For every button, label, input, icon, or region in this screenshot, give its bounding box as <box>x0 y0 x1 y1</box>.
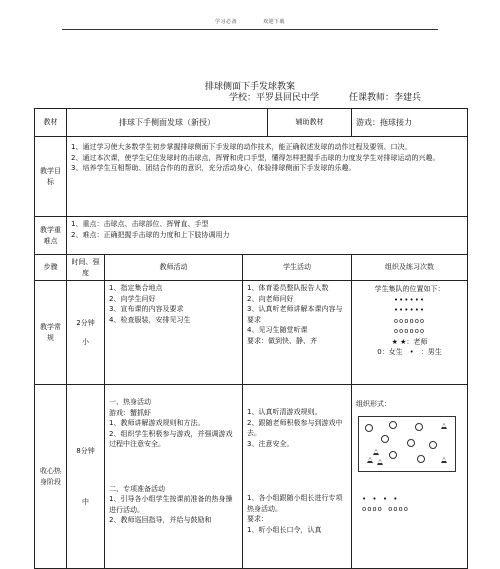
routine-intensity: 小 <box>82 338 89 346</box>
routine-time <box>67 281 105 385</box>
key-points-row <box>35 217 468 255</box>
warmup-organization <box>352 385 468 569</box>
warmup-intensity: 中 <box>82 497 89 506</box>
key-points-content <box>67 217 468 255</box>
formation-row-girls: oooo oooo <box>362 505 409 513</box>
warmup-step: 收心热身阶段 <box>35 385 67 569</box>
marker-triangle <box>373 449 379 455</box>
goal-1: 1、通过学习使大多数学生初步掌握排球侧面下手发球的动作技术，能正确叙述发球的动作过程及要领、口决。 <box>71 143 412 151</box>
routine-student-item: 4、见习生随堂听课 <box>247 326 308 334</box>
goals-label: 教学目标 <box>35 137 67 217</box>
goal-3: 3、培养学生互相帮助、团结合作的的意识，充分活动身心，体验排球侧面下手发球的乐趣。 <box>71 164 356 172</box>
key-points-label: 教学重难点 <box>35 217 67 255</box>
warmup-student-activity <box>243 385 352 569</box>
lesson-plan-table <box>34 108 468 569</box>
player-circle <box>417 455 425 463</box>
warmup-row <box>35 385 468 569</box>
goals-content <box>67 137 468 217</box>
routine-student-activity <box>243 281 352 385</box>
header-teacher: 教师活动 <box>105 255 243 281</box>
organization-title: 组织形式： <box>356 400 391 408</box>
player-circle <box>389 421 397 429</box>
school-name: 学校：平罗县回民中学 <box>229 93 320 103</box>
warmup-teacher-item: 1、教师讲解游戏规则和方法。 <box>109 419 205 427</box>
formation-row-boys: • • • • <box>362 494 399 503</box>
routine-teacher-item: 2、向学生问好 <box>109 294 156 303</box>
page-header-right: 欢迎下载 <box>263 19 286 25</box>
routine-teacher-item: 3、宣布课的内容及要求 <box>109 305 184 313</box>
header-time: 时间、强度 <box>67 255 105 281</box>
header-student: 学生活动 <box>243 255 352 281</box>
formation-row-boys: •••••• <box>393 306 426 314</box>
formation-row-boys: •••••• <box>393 295 426 304</box>
formation-legend: 0：女生 • ：男生 <box>377 348 442 356</box>
warmup-teacher-activity <box>105 385 243 569</box>
warmup-student-item: 1、听小组长口令，认真 <box>247 525 322 534</box>
warmup-student-item: 2、跟随老师积极参与到游戏中去。 <box>247 418 343 437</box>
header-organization: 组织及练习次数 <box>352 255 468 281</box>
routine-row <box>35 281 468 385</box>
header-row <box>35 255 468 281</box>
routine-teacher-activity <box>105 281 243 385</box>
routine-step: 教学常规 <box>35 281 67 385</box>
warmup-student-item: 3、注意安全。 <box>247 439 294 448</box>
header-divider <box>62 29 438 30</box>
teacher-name: 任课教师：李建兵 <box>349 93 422 103</box>
page-header-left: 学习必备 <box>214 19 237 25</box>
routine-teacher-item: 4、检查服装，安排见习生 <box>109 315 191 324</box>
routine-student-item: 3、认真听老师讲解本课内容与要求 <box>247 305 343 324</box>
formation-row-girls: oooooo <box>393 316 426 325</box>
marker-triangle <box>377 459 383 465</box>
page-header <box>0 18 500 25</box>
routine-student-item: 2、向老师问好 <box>247 294 294 303</box>
teacher-marker: ★ ★：老师 <box>391 337 428 346</box>
goal-2: 2、通过本次课，使学生记住发球时的击球点，挥臂和虎口手型，懂得怎样把握手击球的力度发学生对排球运动的兴趣。 <box>71 153 440 162</box>
key-point-2: 2、难点：正确把握手击球的力度和上下肢协调用力 <box>71 230 230 239</box>
warmup-teacher-item: 游戏：蟹抓虾 <box>109 408 151 417</box>
marker-triangle <box>441 457 447 463</box>
header-step: 步骤 <box>35 255 67 281</box>
player-circle <box>407 439 415 447</box>
player-circle <box>381 435 389 443</box>
warmup-teacher-item: 2、组织学生积极参与游戏，并强调游戏过程中注意安全。 <box>109 429 233 448</box>
aux-value: 游戏：拖球接力 <box>352 109 468 137</box>
document-title: 排球侧面下手发球教案 <box>204 82 295 92</box>
material-label: 教材 <box>35 109 67 137</box>
player-circle <box>429 441 437 449</box>
material-value: 排球下手侧面发球（新授） <box>67 109 268 137</box>
routine-student-item: 要求：做到快、静、齐 <box>247 336 317 345</box>
warmup-student-item: 要求： <box>247 515 268 523</box>
formation-title: 学生集队的位置如下： <box>374 285 445 293</box>
routine-student-item: 1、体育委员整队报告人数 <box>247 284 329 292</box>
player-circle <box>389 451 397 459</box>
routine-duration: 2分钟 <box>76 318 95 327</box>
key-point-1: 1、重点：击球点、击球部位、挥臂直、手型 <box>71 220 209 228</box>
aux-label: 辅助教材 <box>268 109 352 137</box>
warmup-teacher-item: 1、引导各小组学生按课前准备的热身操进行活动。 <box>109 495 233 514</box>
warmup-teacher-item: 一、热身活动 <box>109 398 151 406</box>
game-field-diagram <box>358 416 456 472</box>
formation-row-girls: oooooo <box>393 327 426 335</box>
material-row <box>35 109 468 137</box>
goals-row <box>35 137 468 217</box>
player-circle <box>365 424 373 432</box>
warmup-teacher-item: 二、专项准备活动 <box>109 484 165 493</box>
marker-triangle <box>441 423 447 429</box>
marker-triangle <box>367 457 373 463</box>
warmup-teacher-item: 2、教师巡回指导，并给与鼓励和 <box>109 516 212 524</box>
routine-teacher-item: 1、指定集合地点 <box>109 284 163 292</box>
routine-organization <box>352 281 468 385</box>
warmup-duration: 8分钟 <box>76 447 95 455</box>
warmup-student-item: 1、认真听清游戏规则。 <box>247 408 322 416</box>
warmup-student-item: 1、各小组跟随小组长进行专项热身活动。 <box>247 494 343 513</box>
warmup-time <box>67 385 105 569</box>
player-circle <box>415 423 423 431</box>
